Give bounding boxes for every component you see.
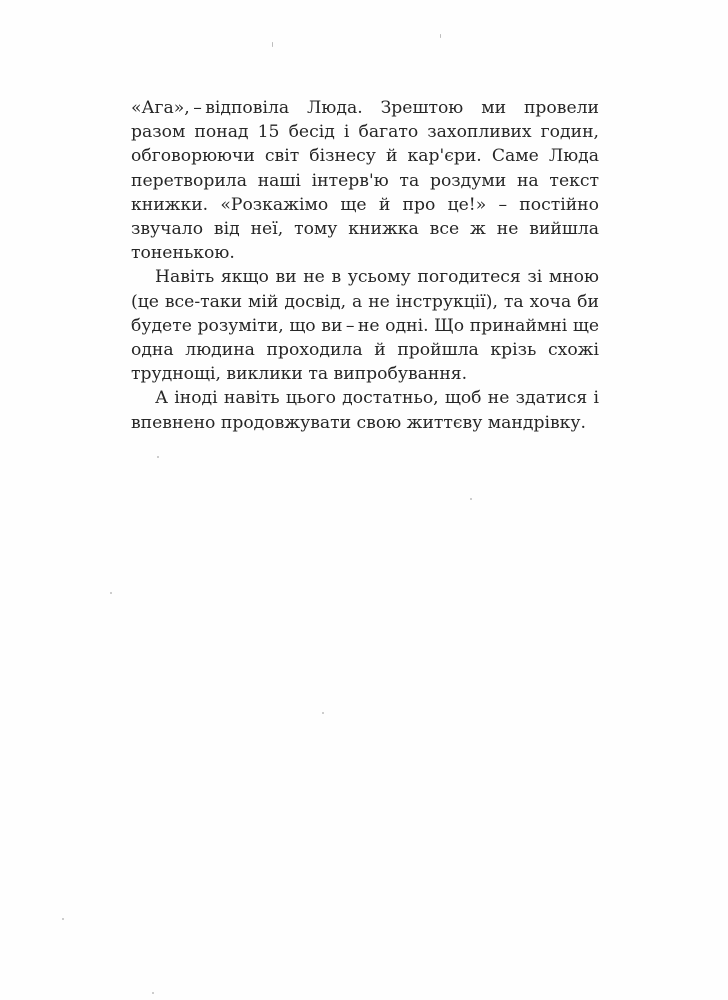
scan-speck [110, 592, 112, 594]
scan-speck [470, 498, 472, 500]
scan-speck [62, 918, 64, 920]
paragraph: Навіть якщо ви не в усьому погодитеся зі мною (це все-таки мій досвід, а не інструкції), та хоча би будете розуміти, що ви – не одні. Що принаймні ще одна людина проходила й пройшла крізь схожі труднощі, виклики та випробування. [131, 267, 599, 385]
scan-speck [322, 712, 324, 714]
paragraph: А іноді навіть цього достатньо, щоб не здатися і впевнено продовжувати свою життєву мандрівку. [131, 388, 599, 433]
scan-speck [440, 34, 441, 38]
scan-speck [157, 456, 159, 458]
scan-speck [272, 42, 273, 47]
body-text [131, 96, 599, 435]
scan-speck [152, 992, 154, 994]
paragraph: «Ага», – відповіла Люда. Зрештою ми провели разом понад 15 бесід і багато захопливих годин, обговорюючи світ бізнесу й кар'єри. Саме Люда перетворила наші інтерв'ю та роздуми на текст книжки. «Розкажімо ще й про це!» – постійно звучало від неї, тому книжка все ж не вийшла тоненькою. [131, 98, 599, 264]
